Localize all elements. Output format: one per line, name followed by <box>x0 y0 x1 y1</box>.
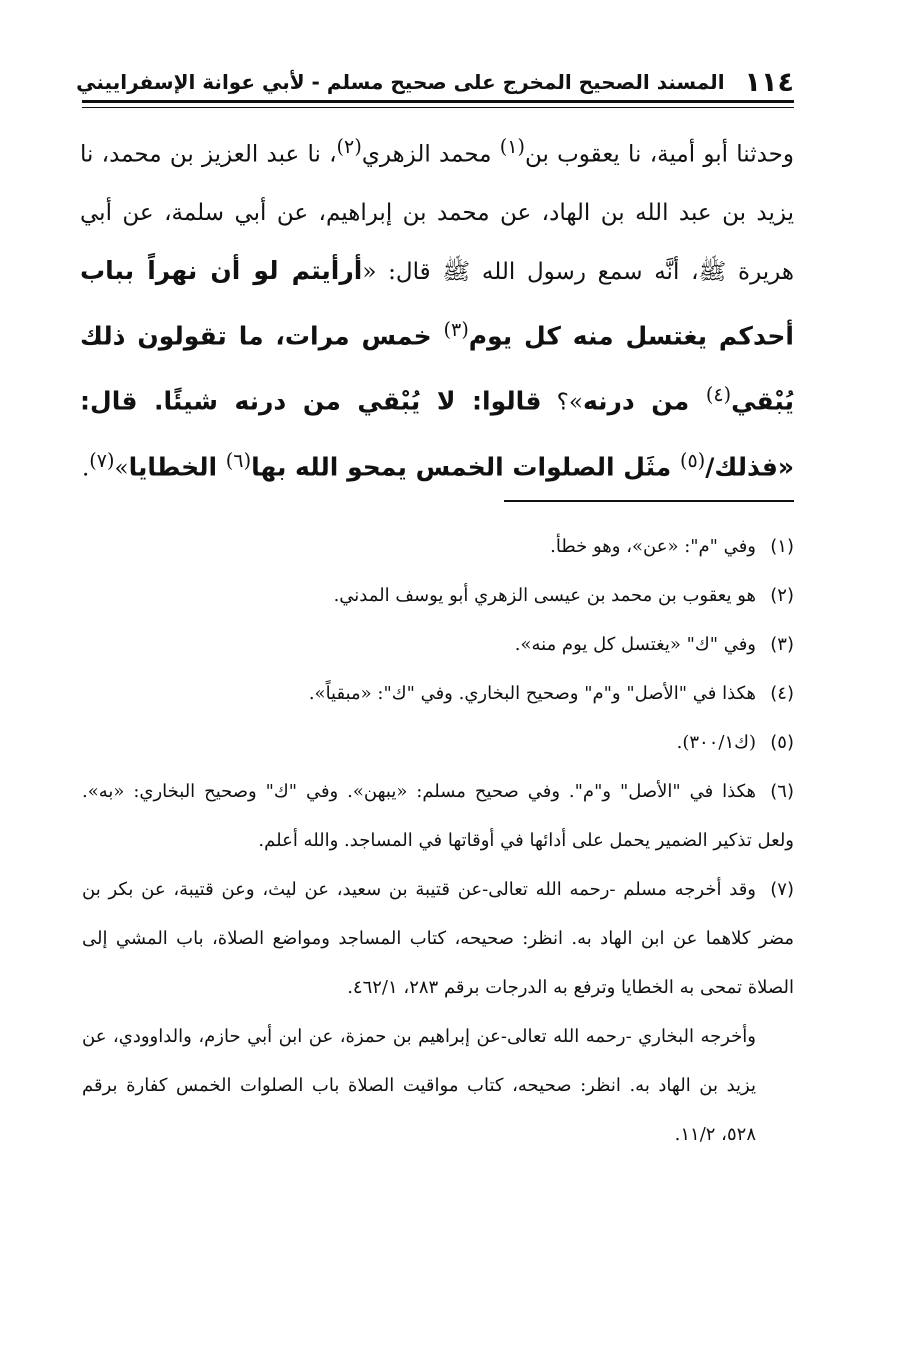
footnote-7-continuation: وأخرجه البخاري -رحمه الله تعالى-عن إبراهيم بن حمزة، عن ابن أبي حازم، والداوودي، عن يزيد بن الهاد به. انظر: صحيحه، كتاب مواقيت الصلاة باب الصلوات الخمس كفارة برقم ٥٢٨، ١١/٢. <box>82 1026 756 1145</box>
hadith-bold-4: قالوا: لا يُبْقي من درنه شيئًا. قال: «فذلك/ <box>80 386 794 482</box>
footnote-text: (ك٣٠٠/١). <box>676 732 756 753</box>
footnotes <box>82 522 794 1159</box>
footnote-number: (٧) <box>770 879 794 900</box>
hadith-text <box>80 118 794 498</box>
main-text-2: محمد الزهري <box>361 141 500 168</box>
footnote-ref-1: (١) <box>499 135 525 158</box>
footnote-5 <box>82 718 794 767</box>
main-text-1: وحدثنا أبو أمية، نا يعقوب بن <box>525 141 794 168</box>
footnote-text: وفي "م": «عن»، وهو خطأ. <box>550 536 756 557</box>
main-text-4: »؟ <box>541 389 583 416</box>
page-number: ١١٤ <box>744 66 794 98</box>
hadith-bold-6: الخطايا <box>128 452 226 482</box>
footnote-ref-7: (٧) <box>89 448 115 472</box>
footnote-text: وقد أخرجه مسلم -رحمه الله تعالى-عن قتيبة بن سعيد، عن ليث، وعن قتيبة، عن بكر بن مضر كلاهما عن ابن الهاد به. انظر: صحيحه، كتاب المساجد ومواضع الصلاة، باب المشي إلى الصلاة تمحى به الخطايا وترفع به الدرجات برقم ٢٨٣، ٤٦٢/١. <box>82 879 794 998</box>
hadith-bold-1: أرأيتم لو أن نهراً بباب أحدكم يغتسل منه كل يوم <box>80 255 795 351</box>
footnote-2 <box>82 571 794 620</box>
footnote-3 <box>82 620 794 669</box>
hadith-bold-5: مثَل الصلوات الخمس يمحو الله بها <box>251 452 680 482</box>
footnote-6 <box>82 767 794 865</box>
footnote-4 <box>82 669 794 718</box>
header-rule-thick <box>82 100 794 103</box>
main-text-3: ، نا عبد العزيز بن محمد، نا يزيد بن عبد الله بن الهاد، عن محمد بن إبراهيم، عن أبي سلمة، عن أبي هريرة ﷺ، أنَّه سمع رسول الله ﷺ قال: « <box>80 141 794 285</box>
footnote-text: هكذا في "الأصل" و"م" وصحيح البخاري. وفي "ك": «مبقياً». <box>308 683 756 704</box>
footnote-ref-6: (٦) <box>225 448 252 472</box>
footnote-ref-2: (٢) <box>336 135 362 158</box>
footnote-1 <box>82 522 794 571</box>
footnote-number: (١) <box>770 536 794 557</box>
footnote-number: (٤) <box>770 683 794 704</box>
footnote-7 <box>82 865 794 1012</box>
main-text-6: . <box>81 455 90 482</box>
hadith-bold-2: خمس مرات، ما تقولون ذلك يُبْقي <box>80 321 795 416</box>
hadith-bold-3: من درنه <box>582 386 706 416</box>
running-title: المسند الصحيح المخرج على صحيح مسلم - لأبي عوانة الإسفراييني <box>76 70 725 94</box>
footnote-ref-3: (٣) <box>443 317 469 341</box>
footnote-number: (٢) <box>770 585 794 606</box>
footnote-separator <box>504 500 794 502</box>
footnote-text: هكذا في "الأصل" و"م". وفي صحيح مسلم: «يبهن». وفي "ك" وصحيح البخاري: «به». ولعل تذكير الضمير يحمل على أدائها في أوقاتها في المساجد. والله أعلم. <box>82 781 794 851</box>
footnote-text: وفي "ك" «يغتسل كل يوم منه». <box>514 634 756 655</box>
footnote-text: هو يعقوب بن محمد بن عيسى الزهري أبو يوسف المدني. <box>333 585 756 606</box>
footnote-ref-5: (٥) <box>679 448 706 472</box>
footnote-number: (٦) <box>770 781 794 802</box>
header-rule-thin <box>82 107 794 108</box>
footnote-number: (٥) <box>770 732 794 753</box>
footnote-ref-4: (٤) <box>705 383 732 407</box>
main-text-5: » <box>114 455 129 482</box>
page-header <box>76 62 794 102</box>
footnote-number: (٣) <box>770 634 794 655</box>
